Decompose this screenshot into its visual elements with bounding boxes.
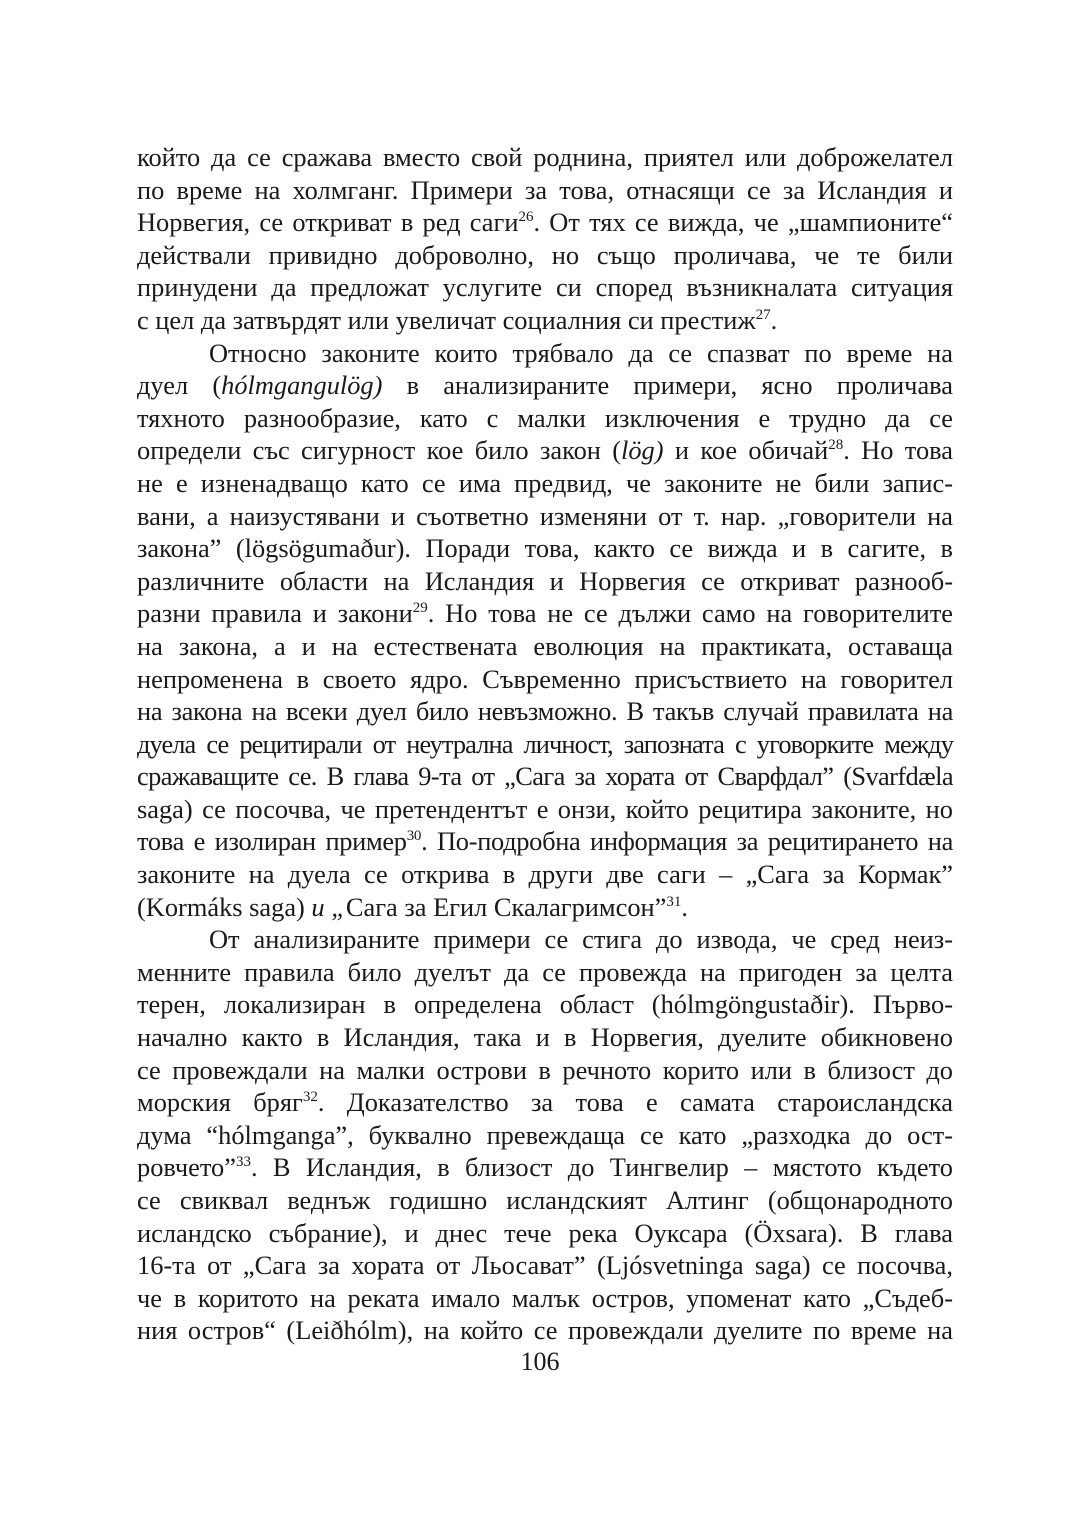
text-line-33: се свиквал веднъж годишно исландският Алтинг (общонародното: [137, 1185, 953, 1215]
text-line-5: принудени да предложат услугите си според възникналата ситуация: [137, 272, 953, 303]
footnote-ref-33[interactable]: 33: [235, 1154, 251, 1171]
text-line-6: с цел да затвърдят или увеличат социалния си престиж$^{27}$.: [137, 304, 778, 335]
text-line-4: действали привидно доброволно, но също проличава, че те били: [137, 239, 953, 270]
text-line-30: морския бряг$^{32}$. Доказателство за това е самата староисландска: [137, 1087, 954, 1118]
text-line-28: начално както в Исландия, така и в Норвегия, дуелите обикновено: [137, 1022, 953, 1053]
text-line-1: който да се сражава вместо свой роднина, приятел или доброжелател: [137, 142, 953, 172]
text-line-26: менните правила било дуелът да се провежда на пригоден за целта: [137, 956, 953, 987]
text-line-25: От анализираните примери се стига до извода, че сред неиз-: [209, 924, 953, 955]
text-line-37: ния остров“ (Leiðhólm), на който се провеждали дуелите по време на: [137, 1315, 953, 1346]
footnote-ref-31[interactable]: 31: [666, 893, 682, 910]
text-line-12: вани, а наизустявани и съответно изменяни от т. нар. „говорители на: [137, 500, 953, 531]
text-line-14: различните области на Исландия и Норвегия се откриват разнооб-: [137, 565, 953, 596]
body-text: [137, 141, 953, 1347]
text-line-7: Относно законите които трябвало да се спазват по време на: [209, 337, 953, 368]
text-line-16: на закона, а и на естествената еволюция на практиката, оставаща: [137, 630, 953, 661]
footnote-ref-29[interactable]: 29: [412, 600, 428, 617]
text-line-22: това е изолиран пример$^{30}$. По-подробна информация за рецитирането на: [137, 826, 953, 857]
text-line-36: че в коритото на реката имало малък остров, упоменат като „Съдеб-: [137, 1282, 953, 1313]
text-line-18: на закона на всеки дуел било невъзможно. В такъв случай правилата на: [137, 696, 953, 727]
text-line-21: saga) се посочва, че претендентът е онзи, който рецитира законите, но: [137, 793, 953, 824]
footnote-ref-26[interactable]: 26: [518, 209, 534, 226]
footnote-ref-30[interactable]: 30: [406, 828, 422, 845]
footnote-ref-32[interactable]: 32: [302, 1089, 318, 1106]
text-line-8: дуел (hólmgangulög) в анализираните примери, ясно проличава: [137, 370, 953, 401]
text-line-3: Норвегия, се откриват в ред саги$^{26}$. От тях се вижда, че „шампионите“: [137, 207, 953, 238]
text-line-31: дума “hólmganga”, буквално превеждаща се като „разходка до ост-: [137, 1119, 953, 1150]
text-line-34: исландско събрание), и днес тече река Оуксара (Öxsara). В глава: [137, 1217, 953, 1248]
text-line-20: сражаващите се. В глава 9-та от „Сага за хората от Сварфдал” (Svarfdæla: [137, 761, 953, 792]
text-line-11: не е изненадващо като се има предвид, че законите не били запис-: [137, 467, 953, 498]
text-line-35: 16-та от „Сага за хората от Льосават” (Ljósvetninga saga) се посочва,: [137, 1250, 953, 1281]
footnote-ref-28[interactable]: 28: [828, 437, 844, 454]
text-line-29: се провеждали на малки острови в речното корито или в близост до: [137, 1054, 953, 1085]
text-line-27: терен, локализиран в определена област (hólmgöngustaðir). Първо-: [137, 989, 953, 1020]
text-line-24: (Kormáks saga) и „Сага за Егил Скалагримсон”$^{31}$.: [137, 891, 688, 922]
footnote-ref-27[interactable]: 27: [755, 306, 771, 323]
page-number: 106: [520, 1347, 560, 1376]
text-line-2: по време на холмганг. Примери за това, отнасящи се за Исландия и: [137, 174, 953, 205]
text-line-19: дуела се рецитирали от неутрална личност, запозната с уговорките между: [137, 728, 953, 759]
text-line-17: непроменена в своето ядро. Съвременно присъствието на говорител: [137, 663, 953, 694]
text-line-23: законите на дуела се открива в други две саги – „Сага за Кормак”: [137, 859, 953, 890]
text-line-10: определи със сигурност кое било закон (lög) и кое обичай$^{28}$. Но това: [137, 435, 953, 466]
text-line-9: тяхното разнообразие, като с малки изключения е трудно да се: [137, 402, 953, 433]
text-line-32: ровчето”$^{33}$. В Исландия, в близост до Тингвелир – мястото където: [137, 1152, 953, 1183]
text-line-13: закона” (lögsögumaður). Поради това, както се вижда и в сагите, в: [137, 533, 953, 564]
text-line-15: разни правила и закони$^{29}$. Но това не се дължи само на говорителите: [137, 598, 953, 629]
